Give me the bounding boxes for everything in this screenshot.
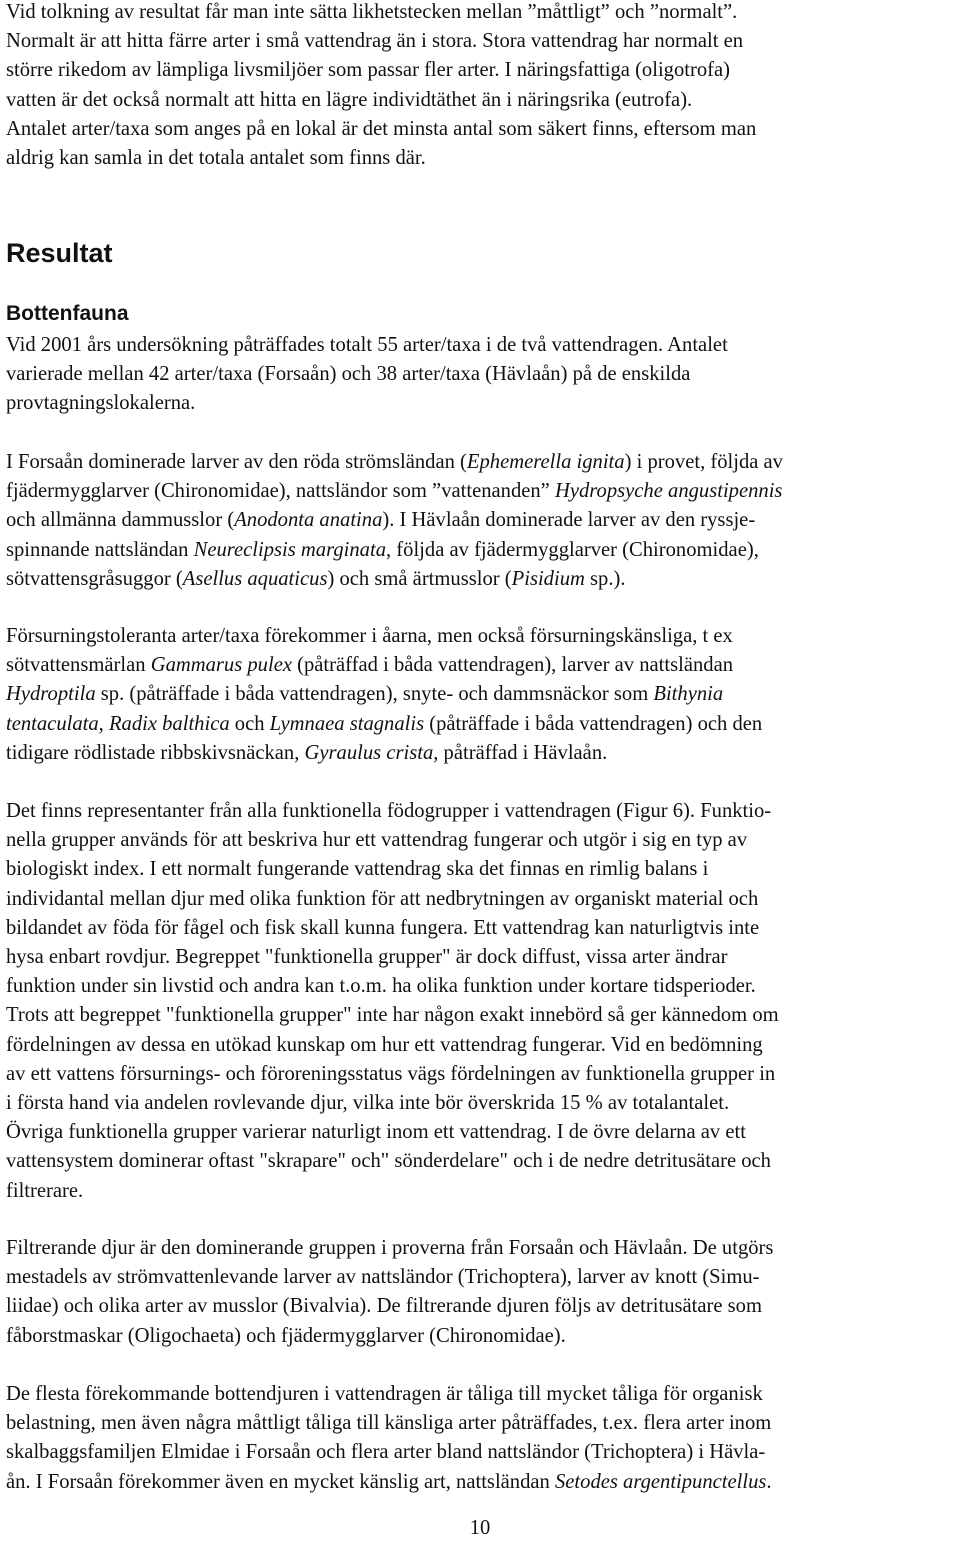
text-line: vattensystem dominerar oftast "skrapare" och" sönderdelare" och i de nedre detritusätare och	[6, 1150, 771, 1173]
species-name: Hydropsyche angustipennis	[554, 480, 783, 503]
text-line: Vid tolkning av resultat får man inte sätta likhetstecken mellan ”måttligt” och ”normalt”.	[6, 1, 738, 23]
species-name: Radix balthica	[108, 712, 230, 735]
species-name: Gammarus pulex	[150, 654, 292, 677]
species-name: Hydroptila	[6, 683, 96, 706]
text-line: större rikedom av lämpliga livsmiljöer som passar fler arter. I näringsfattiga (oligotrofa)	[6, 59, 730, 82]
text-line: och allmänna dammusslor (Anodonta anatina). I Hävlaån dominerade larver av den ryssje-	[6, 509, 756, 532]
text-line: bildandet av föda för fågel och fisk skall kunna fungera. Ett vattendrag kan naturligtvis inte	[6, 916, 760, 939]
section-heading: Resultat	[6, 238, 113, 268]
results-paragraph-1	[6, 331, 956, 419]
species-name: Anodonta anatina	[234, 509, 383, 532]
text-line: biologiskt index. I ett normalt fungerande vattendrag ska det finnas en rimlig balans i	[6, 858, 709, 881]
text-line: Det finns representanter från alla funktionella födogrupper i vattendragen (Figur 6). Funktio-	[6, 800, 772, 822]
text-line: tidigare rödlistade ribbskivsnäckan, Gyraulus crista, påträffad i Hävlaån.	[6, 741, 608, 764]
results-paragraph-4	[6, 797, 956, 1206]
text-line: filtrerare.	[6, 1179, 84, 1202]
text-line: varierade mellan 42 arter/taxa (Forsaån) och 38 arter/taxa (Hävlaån) på de enskilda	[6, 363, 691, 386]
text-line: aldrig kan samla in det totala antalet som finns där.	[6, 147, 426, 170]
text-line: fördelningen av dessa en utökad kunskap om hur ett vattendrag fungerar. Vid en bedömning	[6, 1033, 763, 1056]
results-paragraph-5	[6, 1234, 956, 1351]
species-name: Asellus aquaticus	[182, 567, 328, 590]
text-line: Antalet arter/taxa som anges på en lokal är det minsta antal som säkert finns, eftersom man	[6, 117, 757, 140]
text-line: liidae) och olika arter av musslor (Bivalvia). De filtrerande djuren följs av detritusätare som	[6, 1295, 762, 1318]
text-line: av ett vattens försurnings- och föroreningsstatus vägs fördelningen av funktionella grupper in	[6, 1062, 776, 1085]
text-line: vatten är det också normalt att hitta en lägre individtäthet än i näringsrika (eutrofa).	[6, 88, 693, 111]
text-line: sötvattensgråsuggor (Asellus aquaticus) och små ärtmusslor (Pisidium sp.).	[6, 567, 626, 590]
species-name: Lymnaea stagnalis	[269, 712, 425, 735]
text-line: provtagningslokalerna.	[6, 392, 196, 415]
results-paragraph-2	[6, 448, 956, 594]
text-line: mestadels av strömvattenlevande larver av nattsländor (Trichoptera), larver av knott (Simu-	[6, 1266, 760, 1289]
species-name: Bithynia	[653, 683, 724, 706]
results-paragraph-3	[6, 622, 956, 768]
text-line: belastning, men även några måttligt tåliga till känsliga arter påträffades, t.ex. flera arter inom	[6, 1412, 772, 1435]
text-line: hysa enbart rovdjur. Begreppet "funktionella grupper" är dock diffust, vissa arter ändrar	[6, 946, 728, 969]
species-name: Ephemerella ignita	[466, 451, 625, 473]
text-line: sötvattensmärlan Gammarus pulex (påträffad i båda vattendragen), larver av nattsländan	[6, 654, 734, 677]
text-line: funktion under sin livstid och andra kan t.o.m. ha olika funktion under kortare tidsperioder.	[6, 975, 756, 998]
text-line: fåborstmaskar (Oligochaeta) och fjädermygglarver (Chironomidae).	[6, 1324, 566, 1347]
text-line: nella grupper används för att beskriva hur ett vattendrag fungerar och utgör i sig en typ av	[6, 829, 748, 852]
species-name: tentaculata	[6, 712, 99, 735]
text-line: spinnande nattsländan Neureclipsis marginata, följda av fjädermygglarver (Chironomidae),	[6, 538, 759, 561]
species-name: Pisidium	[511, 567, 585, 590]
text-line: Normalt är att hitta färre arter i små vattendrag än i stora. Stora vattendrag har normalt en	[6, 30, 744, 53]
text-line: tentaculata, Radix balthica och Lymnaea stagnalis (påträffade i båda vattendragen) och den	[6, 712, 763, 735]
species-name: Gyraulus crista	[304, 741, 434, 764]
text-line: Övriga funktionella grupper varierar naturligt inom ett vattendrag. I de övre delarna av ett	[6, 1121, 746, 1144]
text-line: Filtrerande djur är den dominerande gruppen i proverna från Forsaån och Hävlaån. De utgörs	[6, 1237, 774, 1259]
text-line: Trots att begreppet "funktionella grupper" inte har någon exakt innebörd så ger kännedom om	[6, 1004, 779, 1027]
text-line: Försurningstoleranta arter/taxa förekommer i åarna, men också försurningskänsliga, t ex	[6, 625, 733, 647]
text-line: I Forsaån dominerade larver av den röda strömsländan (Ephemerella ignita) i provet, följda av	[6, 451, 783, 473]
text-line: De flesta förekommande bottendjuren i vattendragen är tåliga till mycket tåliga för organisk	[6, 1383, 763, 1405]
text-line: i första hand via andelen rovlevande djur, vilka inte bör överskrida 15 % av totalantalet.	[6, 1092, 730, 1115]
text-line: Hydroptila sp. (påträffade i båda vattendragen), snyte- och dammsnäckor som Bithynia	[6, 683, 724, 706]
subsection-heading: Bottenfauna	[6, 302, 129, 325]
results-paragraph-6	[6, 1380, 956, 1497]
text-line: individantal mellan djur med olika funktion för att nedbrytningen av organiskt material och	[6, 887, 759, 910]
text-line: fjädermygglarver (Chironomidae), nattsländor som ”vattenanden” Hydropsyche angustipennis	[6, 480, 783, 503]
text-line: skalbaggsfamiljen Elmidae i Forsaån och flera arter bland nattsländor (Trichoptera) i Hävla-	[6, 1441, 766, 1464]
text-line: ån. I Forsaån förekommer även en mycket känslig art, nattsländan Setodes argentipunctellus.	[6, 1470, 772, 1493]
text-line: Vid 2001 års undersökning påträffades totalt 55 arter/taxa i de två vattendragen. Antalet	[6, 334, 728, 356]
page-number: 10	[469, 1517, 491, 1539]
species-name: Neureclipsis marginata	[193, 538, 386, 561]
intro-paragraph	[6, 0, 956, 173]
species-name: Setodes argentipunctellus	[554, 1470, 767, 1493]
